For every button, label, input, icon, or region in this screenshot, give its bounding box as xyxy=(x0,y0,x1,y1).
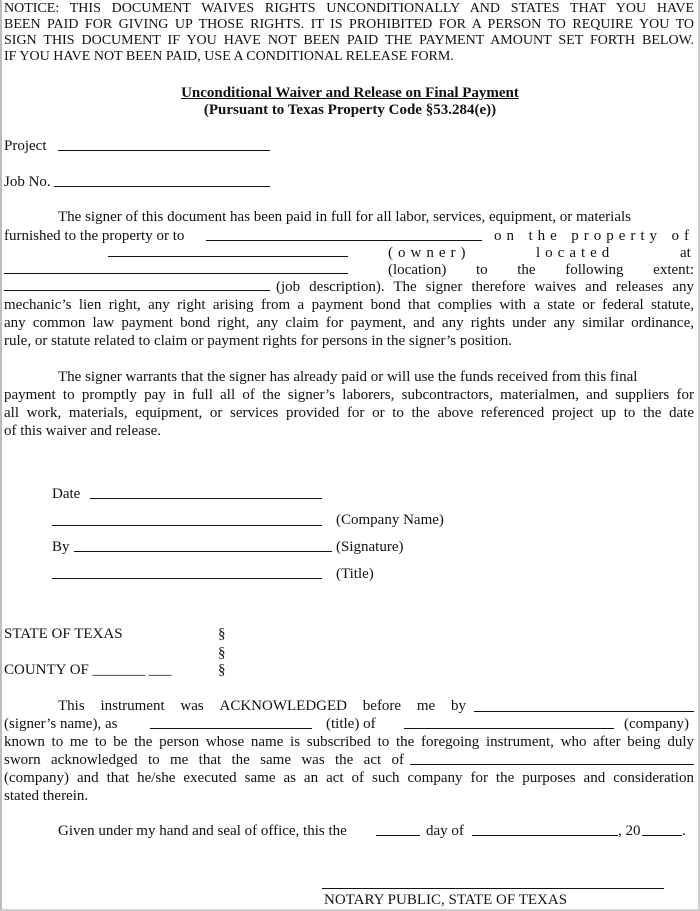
given-day-field[interactable] xyxy=(376,821,420,836)
state-label: STATE OF TEXAS xyxy=(4,626,123,642)
title-field[interactable] xyxy=(52,564,322,579)
section-sign-3: § xyxy=(218,662,226,678)
ack-line-4: sworn acknowledged to me that the same was the act of xyxy=(4,752,404,768)
project-field[interactable] xyxy=(58,136,270,151)
property-recipient-field[interactable] xyxy=(206,226,482,241)
given-month-field[interactable] xyxy=(472,821,618,836)
given-year-prefix: , 20 xyxy=(618,823,641,839)
given-period: . xyxy=(682,823,686,839)
given-year-field[interactable] xyxy=(642,821,682,836)
para1-line-2-start: furnished to the property or to xyxy=(4,228,185,244)
notary-label: NOTARY PUBLIC, STATE OF TEXAS xyxy=(324,892,568,908)
notice-line-3: SIGN THIS DOCUMENT IF YOU HAVE NOT BEEN PAID THE PAYMENT AMOUNT SET FORTH BELOW. xyxy=(4,33,694,48)
para2-line-4: of this waiver and release. xyxy=(4,423,162,439)
project-label: Project xyxy=(4,138,47,154)
notice-line-1: NOTICE: THIS DOCUMENT WAIVES RIGHTS UNCONDITIONALLY AND STATES THAT YOU HAVE xyxy=(4,1,694,16)
para1-line-6: mechanic’s lien right, any right arising from a payment bond that complies with a state or federal statute, xyxy=(4,297,694,313)
act-of-company-field[interactable] xyxy=(410,750,694,765)
signature-field[interactable] xyxy=(74,537,332,552)
job-description-field[interactable] xyxy=(4,276,270,291)
location-label: (location) to the following extent: xyxy=(388,262,694,278)
date-label: Date xyxy=(52,486,81,502)
title-label: (Title) xyxy=(336,566,374,582)
document-subtitle: (Pursuant to Texas Property Code §53.284(e)) xyxy=(203,102,497,118)
given-text: Given under my hand and seal of office, this the xyxy=(58,823,347,839)
located-label: located xyxy=(536,245,615,261)
job-no-field[interactable] xyxy=(54,172,270,187)
given-day-of-label: day of xyxy=(426,823,464,839)
ack-line-6: stated therein. xyxy=(4,788,89,804)
location-field[interactable] xyxy=(4,259,348,274)
para1-line-1: The signer of this document has been paid in full for all labor, services, equipment, or materials xyxy=(58,209,631,225)
ack-title-field[interactable] xyxy=(150,714,312,729)
ack-line-3: known to me to be the person whose name is subscribed to the foregoing instrument, who after being duly xyxy=(4,734,694,750)
job-no-label: Job No. xyxy=(4,174,51,190)
county-label: COUNTY OF _______ ___ xyxy=(4,662,172,678)
ack-title-label: (title) of xyxy=(326,716,376,732)
para2-line-3: all work, materials, equipment, or services provided for or to the above referenced project up to the date xyxy=(4,405,694,421)
notice-line-4: IF YOU HAVE NOT BEEN PAID, USE A CONDITIONAL RELEASE FORM. xyxy=(4,49,454,64)
para2-line-1: The signer warrants that the signer has already paid or will use the funds received from this final xyxy=(58,369,638,385)
at-label: at xyxy=(680,245,691,261)
date-field[interactable] xyxy=(90,484,322,499)
ack-signer-name-label: (signer’s name), as xyxy=(4,716,118,732)
para1-line-5-end: (job description). The signer therefore waives and releases any xyxy=(276,279,694,295)
para1-line-7: any common law payment bond right, any claim for payment, and any rights under any similar ordinance, xyxy=(4,315,694,331)
notary-signature-line[interactable] xyxy=(322,888,664,889)
owner-field[interactable] xyxy=(108,242,348,257)
company-name-label: (Company Name) xyxy=(336,512,444,528)
section-sign-2: § xyxy=(218,645,226,661)
ack-line-5: (company) and that he/she executed same as an act of such company for the purposes and consideration xyxy=(4,770,694,786)
company-name-field[interactable] xyxy=(52,511,322,526)
signer-name-field[interactable] xyxy=(474,697,694,712)
para2-line-2: payment to promptly pay in full all of the signer’s laborers, subcontractors, materialmen, and suppliers for xyxy=(4,387,694,403)
para1-line-8: rule, or statute related to claim or payment rights for persons in the signer’s position. xyxy=(4,333,512,349)
owner-label: (owner) xyxy=(388,245,471,261)
ack-company-field[interactable] xyxy=(404,714,614,729)
signature-label: (Signature) xyxy=(336,539,404,555)
notice-line-2: BEEN PAID FOR GIVING UP THOSE RIGHTS. IT IS PROHIBITED FOR A PERSON TO REQUIRE YOU TO xyxy=(4,17,694,32)
section-sign-1: § xyxy=(218,626,226,642)
document-title: Unconditional Waiver and Release on Final Payment xyxy=(181,85,519,101)
ack-line-1: This instrument was ACKNOWLEDGED before me by xyxy=(58,698,466,714)
para1-line-2-end: on the property of xyxy=(494,228,694,244)
ack-company-label: (company) xyxy=(624,716,689,732)
by-label: By xyxy=(52,539,70,555)
